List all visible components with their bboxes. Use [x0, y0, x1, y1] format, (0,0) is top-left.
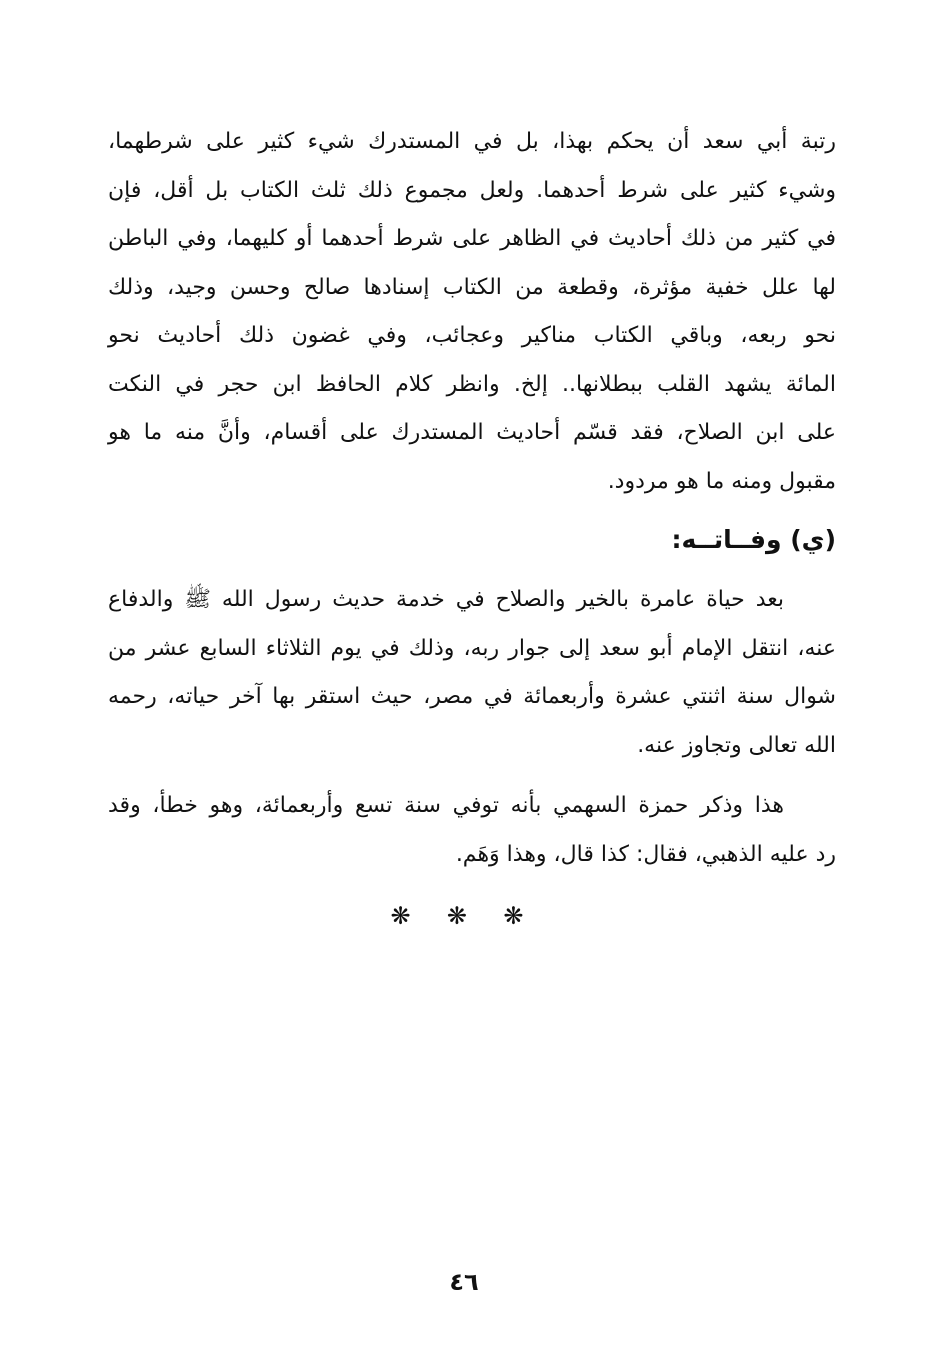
- page-number: ٤٦: [449, 1268, 479, 1296]
- text-line: الله تعالى وتجاوز عنه.: [637, 732, 836, 758]
- text-line: وشيء كثير على شرط أحدهما. ولعل مجموع ذلك ثلث الكتاب بل أقل، فإن: [108, 177, 836, 203]
- text-line: رتبة أبي سعد أن يحكم بهذا، بل في المستدرك شيء كثير على شرطهما،: [108, 129, 836, 154]
- text-line: لها علل خفية مؤثرة، وقطعة من الكتاب إسنادها صالح وحسن وجيد، وذلك: [108, 274, 836, 300]
- text-line: شوال سنة اثنتي عشرة وأربعمائة في مصر، حيث استقر بها آخر حياته، رحمه: [108, 684, 836, 709]
- text-line: عنه، انتقل الإمام أبو سعد إلى جوار ربه، وذلك في يوم الثلاثاء السابع عشر من: [108, 635, 836, 661]
- text-line: رد عليه الذهبي، فقال: كذا قال، وهذا وَهَم.: [455, 841, 836, 867]
- text-line: بعد حياة عامرة بالخير والصلاح في خدمة حديث رسول الله ﷺ والدفاع: [108, 587, 784, 612]
- text-line: في كثير من ذلك أحاديث في الظاهر على شرط أحدهما أو كليهما، وفي الباطن: [108, 226, 836, 251]
- paragraph-intro: [108, 118, 836, 506]
- section-heading: (ي) وفــاتــه:: [671, 525, 836, 554]
- text-line: هذا وذكر حمزة السهمي بأنه توفي سنة تسع وأربعمائة، وهو خطأ، وقد: [108, 793, 784, 818]
- section-separator: ❋ ❋ ❋: [390, 902, 538, 930]
- paragraph-gap: [108, 770, 836, 782]
- paragraph-death: [108, 576, 836, 770]
- text-line: على ابن الصلاح، فقد قسّم أحاديث المستدرك على أقسام، وأنَّ منه ما هو: [108, 420, 836, 445]
- text-line: المائة يشهد القلب ببطلانها.. إلخ. وانظر كلام الحافظ ابن حجر في النكت: [108, 371, 836, 397]
- paragraph-correction: [108, 782, 836, 879]
- text-line: مقبول ومنه ما هو مردود.: [607, 468, 836, 494]
- text-line: نحو ربعه، وباقي الكتاب مناكير وعجائب، وفي غضون ذلك أحاديث نحو: [108, 323, 836, 348]
- page-body: [108, 118, 836, 879]
